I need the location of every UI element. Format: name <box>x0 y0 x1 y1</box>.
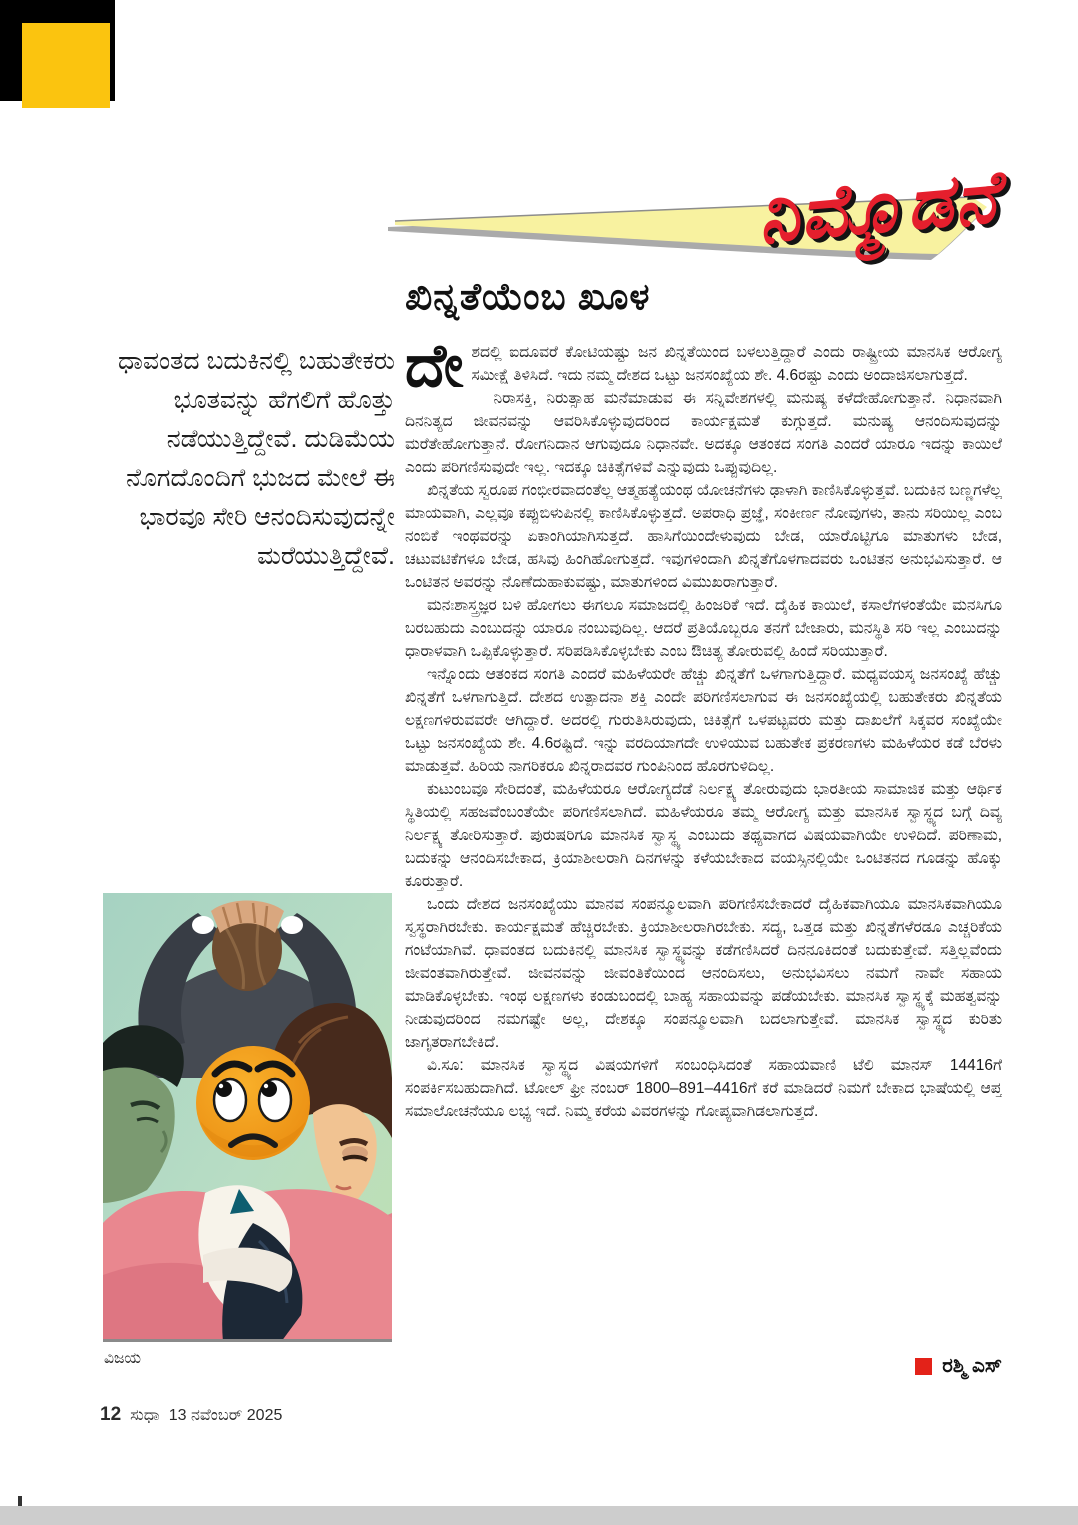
illustration-border <box>103 1339 392 1342</box>
article-column <box>405 276 1002 1361</box>
article-title: ಖಿನ್ನತೆಯೆಂಬ ಖೂಳ <box>405 276 651 317</box>
paragraph-lead <box>405 340 1002 399</box>
corner-yellow-square <box>22 23 110 108</box>
depression-illustration <box>103 893 392 1342</box>
paragraph: ಮನಃಶಾಸ್ತ್ರಜ್ಞರ ಬಳಿ ಹೋಗಲು ಈಗಲೂ ಸಮಾಜದಲ್ಲಿ ಹಿಂಜರಿಕೆ ಇದೆ. ದೈಹಿಕ ಕಾಯಿಲೆ, ಕಸಾಲೆಗಳಂತೆಯೇ ಮನಸಿಗೂ ಬರಬಹುದು ಎಂಬುದನ್ನು ಯಾರೂ ನಂಬುವುದಿಲ್ಲ. ಆದರೆ ಪ್ರತಿಯೊಬ್ಬರೂ ತನಗೆ ಬೇಜಾರು, ಮನಸ್ಥಿತಿ ಸರಿ ಇಲ್ಲ ಎಂಬುದನ್ನು ಧಾರಾಳವಾಗಿ ಒಪ್ಪಿಕೊಳ್ಳುತ್ತಾರೆ. ಸರಿಪಡಿಸಿಕೊಳ್ಳಬೇಕು ಎಂಬ ಔಚಿತ್ಯ ತೋರುವಲ್ಲಿ ಹಿಂದೆ ಸರಿಯುತ್ತಾರೆ. <box>405 596 1002 660</box>
pull-quote: ಧಾವಂತದ ಬದುಕಿನಲ್ಲಿ ಬಹುತೇಕರು ಭೂತವನ್ನು ಹೆಗಲಿಗೆ ಹೊತ್ತು ನಡೆಯುತ್ತಿದ್ದೇವೆ. ದುಡಿಮೆಯ ನೊಗದೊಂದಿಗೆ ಭುಜದ ಮೇಲೆ ಈ ಭಾರವೂ ಸೇರಿ ಆನಂದಿಸುವುದನ್ನೇ ಮರೆಯುತ್ತಿದ್ದೇವೆ. <box>118 347 395 570</box>
paragraph: ಇನ್ನೊಂದು ಆತಂಕದ ಸಂಗತಿ ಎಂದರೆ ಮಹಿಳೆಯರೇ ಹೆಚ್ಚು ಖಿನ್ನತೆಗೆ ಒಳಗಾಗುತ್ತಿದ್ದಾರೆ. ಮಧ್ಯವಯಸ್ಕ ಜನಸಂಖ್ಯೆ ಹೆಚ್ಚು ಖಿನ್ನತೆಗೆ ಒಳಗಾಗುತ್ತಿದೆ. ದೇಶದ ಉತ್ಪಾದನಾ ಶಕ್ತಿ ಎಂದೇ ಪರಿಗಣಿಸಲಾಗುವ ಈ ಜನಸಂಖ್ಯೆಯಲ್ಲಿ ಬಹುತೇಕರು ಖಿನ್ನತೆಯ ಲಕ್ಷಣಗಳಿರುವವರೇ ಆಗಿದ್ದಾರೆ. ಅದರಲ್ಲಿ ಗುರುತಿಸಿರುವುದು, ಚಿಕಿತ್ಸೆಗೆ ಒಳಪಟ್ಟವರು ಮತ್ತು ದಾಖಲೆಗೆ ಸಿಕ್ಕವರ ಸಂಖ್ಯೆಯೇ ಒಟ್ಟು ಜನಸಂಖ್ಯೆಯ ಶೇ. 4.6ರಷ್ಟಿದೆ. ಇನ್ನು ವರದಿಯಾಗದೇ ಉಳಿಯುವ ಬಹುತೇಕ ಪ್ರಕರಣಗಳು ಮಹಿಳೆಯರ ಕಡೆ ಬೆರಳು ಮಾಡುತ್ತವೆ. ಹಿರಿಯ ನಾಗರಿಕರೂ ಖಿನ್ನರಾದವರ ಗುಂಪಿನಿಂದ ಹೊರಗುಳಿದಿಲ್ಲ. <box>405 665 1002 775</box>
paragraph: ನಿರಾಸಕ್ತಿ, ನಿರುತ್ಸಾಹ ಮನೆಮಾಡುವ ಈ ಸನ್ನಿವೇಶಗಳಲ್ಲಿ ಮನುಷ್ಯ ಕಳೆದೇಹೋಗುತ್ತಾನೆ. ನಿಧಾನವಾಗಿ ದಿನನಿತ್ಯದ ಜೀವನವನ್ನು ಆವರಿಸಿಕೊಳ್ಳುವುದರಿಂದ ಕಾರ್ಯಕ್ಷಮತೆ ಕುಗ್ಗುತ್ತದೆ. ಮನುಷ್ಯ ಆನಂದಿಸುವುದನ್ನು ಮರೆತೇಹೋಗುತ್ತಾನೆ. ರೋಗನಿದಾನ ಆಗುವುದೂ ನಿಧಾನವೇ. ಅದಕ್ಕೂ ಆತಂಕದ ಸಂಗತಿ ಎಂದರೆ ಯಾರೂ ಇದನ್ನು ಕಾಯಿಲೆ ಎಂದು ಪರಿಗಣಿಸುವುದೇ ಇಲ್ಲ. ಇದಕ್ಕೂ ಚಿಕಿತ್ಸೆಗಳಿವೆ ಎನ್ನುವುದು ಒಪ್ಪುವುದಿಲ್ಲ. <box>405 389 1002 476</box>
drop-cap: ದೇ <box>405 340 464 399</box>
worried-emoji <box>196 1046 310 1160</box>
illustration-caption: ವಿಜಯ <box>104 1350 142 1367</box>
hugging-knees-figure <box>103 1185 392 1342</box>
page-number: 12 <box>100 1404 122 1425</box>
paragraph: ಖಿನ್ನತೆಯ ಸ್ವರೂಪ ಗಂಭೀರವಾದಂತೆಲ್ಲ ಆತ್ಮಹತ್ಯೆಯಂಥ ಯೋಚನೆಗಳು ಢಾಳಾಗಿ ಕಾಣಿಸಿಕೊಳ್ಳುತ್ತವೆ. ಬದುಕಿನ ಬಣ್ಣಗಳೆಲ್ಲ ಮಾಯವಾಗಿ, ಎಲ್ಲವೂ ಕಪ್ಪುಬಿಳುಪಿನಲ್ಲಿ ಕಾಣಿಸಿಕೊಳ್ಳುತ್ತದೆ. ಅಪರಾಧಿ ಪ್ರಜ್ಞೆ, ಸಂಕೀರ್ಣ ನೋವುಗಳು, ತಾನು ಸರಿಯಿಲ್ಲ ಎಂಬ ನಂಬಿಕೆ ಇಂಥವರನ್ನು ಏಕಾಂಗಿಯಾಗಿಸುತ್ತದೆ. ಹಾಸಿಗೆಯಿಂದೇಳುವುದು ಬೇಡ, ಯಾರೊಟ್ಟಿಗೂ ಮಾತುಗಳು ಬೇಡ, ಚಟುವಟಿಕೆಗಳೂ ಬೇಡ, ಹಸಿವು ಹಿಂಗಿಹೋಗುತ್ತದೆ. ಇವುಗಳಿಂದಾಗಿ ಖಿನ್ನತೆಗೊಳಗಾದವರು ಒಂಟಿತನ ಅನುಭವಿಸುತ್ತಾರೆ. ಆ ಒಂಟಿತನ ಅವರನ್ನು ನೊಣೆದುಹಾಕುವಷ್ಟು, ಮಾತುಗಳಿಂದ ವಿಮುಖರಾಗುತ್ತಾರೆ. <box>405 481 1002 591</box>
magazine-logo: ನಿಮ್ಮೊಡನೆ <box>754 157 1003 259</box>
article-body <box>405 341 1002 1361</box>
paragraph-helpline-note: ವಿ.ಸೂ: ಮಾನಸಿಕ ಸ್ವಾಸ್ಥ್ಯದ ವಿಷಯಗಳಿಗೆ ಸಂಬಂಧಿಸಿದಂತೆ ಸಹಾಯವಾಣಿ ಟೆಲಿ ಮಾನಸ್ 14416ಗೆ ಸಂಪರ್ಕಿಸಬಹುದಾಗಿದೆ. ಟೋಲ್ ಫ್ರೀ ನಂಬರ್ 1800–891–4416ಗೆ ಕರೆ ಮಾಡಿದರೆ ನಿಮಗೆ ಬೇಕಾದ ಭಾಷೆಯಲ್ಲಿ ಆಪ್ತ ಸಮಾಲೋಚನೆಯೂ ಲಭ್ಯ ಇದೆ. ನಿಮ್ಮ ಕರೆಯ ವಿವರಗಳನ್ನು ಗೋಪ್ಯವಾಗಿಡಲಾಗುತ್ತದೆ. <box>405 1056 1002 1120</box>
issue-date: 13 ನವೆಂಬರ್ 2025 <box>168 1407 283 1424</box>
masthead <box>380 85 1030 265</box>
magazine-name: ಸುಧಾ <box>130 1407 160 1424</box>
illustration <box>103 893 392 1342</box>
red-square-bullet-icon <box>915 1358 932 1375</box>
paragraph: ಕುಟುಂಬವೂ ಸೇರಿದಂತೆ, ಮಹಿಳೆಯರೂ ಆರೋಗ್ಯದೆಡೆ ನಿರ್ಲಕ್ಷ್ಯ ತೋರುವುದು ಭಾರತೀಯ ಸಾಮಾಜಿಕ ಮತ್ತು ಆರ್ಥಿಕ ಸ್ಥಿತಿಯಲ್ಲಿ ಸಹಜವೆಂಬಂತೆಯೇ ಪರಿಗಣಿಸಲಾಗಿದೆ. ಮಹಿಳೆಯರೂ ತಮ್ಮ ಆರೋಗ್ಯ ಮತ್ತು ಮಾನಸಿಕ ಸ್ವಾಸ್ಥ್ಯದ ಬಗ್ಗೆ ದಿವ್ಯ ನಿರ್ಲಕ್ಷ್ಯ ತೋರಿಸುತ್ತಾರೆ. ಪುರುಷರಿಗೂ ಮಾನಸಿಕ ಸ್ವಾಸ್ಥ್ಯ ಎಂಬುದು ತಥ್ಯವಾಗದ ವಿಷಯವಾಗಿಯೇ ಉಳಿದಿದೆ. ಪರಿಣಾಮ, ಬದುಕನ್ನು ಆನಂದಿಸಬೇಕಾದ, ಕ್ರಿಯಾಶೀಲರಾಗಿ ದಿನಗಳನ್ನು ಕಳೆಯಬೇಕಾದ ವಯಸ್ಸಿನಲ್ಲಿಯೇ ಒಂಟಿತನದ ಗೂಡನ್ನು ಹೊಕ್ಕು ಕೂರುತ್ತಾರೆ. <box>405 780 1002 890</box>
page-footer <box>100 1404 282 1426</box>
paragraph: ಒಂದು ದೇಶದ ಜನಸಂಖ್ಯೆಯು ಮಾನವ ಸಂಪನ್ಮೂಲವಾಗಿ ಪರಿಗಣಿಸಬೇಕಾದರೆ ದೈಹಿಕವಾಗಿಯೂ ಮಾನಸಿಕವಾಗಿಯೂ ಸ್ವಸ್ಥರಾಗಿರಬೇಕು. ಕಾರ್ಯಕ್ಷಮತೆ ಹೆಚ್ಚಿರಬೇಕು. ಕ್ರಿಯಾಶೀಲರಾಗಿರಬೇಕು. ಸದ್ಯ, ಒತ್ತಡ ಮತ್ತು ಖಿನ್ನತೆಗಳೆರಡೂ ಎಚ್ಚರಿಕೆಯ ಗಂಟೆಯಾಗಿವೆ. ಧಾವಂತದ ಬದುಕಿನಲ್ಲಿ ಮಾನಸಿಕ ಸ್ವಾಸ್ಥ್ಯವನ್ನು ಕಡೆಗಣಿಸಿದರೆ ದಿನನೂಕಿದಂತೆ ಬದುಕುತ್ತೇವೆ. ಸತ್ತಿಲ್ಲವೆಂದು ಜೀವಂತವಾಗಿರುತ್ತೇವೆ. ಜೀವನವನ್ನು ಜೀವಂತಿಕೆಯಿಂದ ಆನಂದಿಸಲು, ಅನುಭವಿಸಲು ನಮಗೆ ನಾವೇ ಸಹಾಯ ಮಾಡಿಕೊಳ್ಳಬೇಕು. ಇಂಥ ಲಕ್ಷಣಗಳು ಕಂಡುಬಂದಲ್ಲಿ ಬಾಹ್ಯ ಸಹಾಯವನ್ನು ಪಡೆಯಬೇಕು. ಮಾನಸಿಕ ಸ್ವಾಸ್ಥ್ಯಕ್ಕೆ ಮಹತ್ವವನ್ನು ನೀಡುವುದರಿಂದ ನಮಗಷ್ಟೇ ಅಲ್ಲ, ದೇಶಕ್ಕೂ ಸಂಪನ್ಮೂಲವಾಗಿ ಬದಲಾಗುತ್ತೇವೆ. ಮಾನಸಿಕ ಸ್ವಾಸ್ಥ್ಯದ ಕುರಿತು ಜಾಗೃತರಾಗಬೇಕಿದೆ. <box>405 895 1002 1051</box>
paragraph-lead-text: ಶದಲ್ಲಿ ಐದೂವರೆ ಕೋಟಿಯಷ್ಟು ಜನ ಖಿನ್ನತೆಯಿಂದ ಬಳಲುತ್ತಿದ್ದಾರೆ ಎಂದು ರಾಷ್ಟ್ರೀಯ ಮಾನಸಿಕ ಆರೋಗ್ಯ ಸಮೀಕ್ಷೆ ತಿಳಿಸಿದೆ. ಇದು ನಮ್ಮ ದೇಶದ ಒಟ್ಟು ಜನಸಂಖ್ಯೆಯ ಶೇ. 4.6ರಷ್ಟು ಎಂದು ಅಂದಾಜಿಸಲಾಗುತ್ತದೆ. <box>471 343 1002 384</box>
bottom-gray-strip <box>0 1506 1078 1525</box>
author-credit <box>405 1355 1002 1378</box>
author-name: ರಶ್ಮಿ ಎಸ್ <box>942 1355 1002 1377</box>
